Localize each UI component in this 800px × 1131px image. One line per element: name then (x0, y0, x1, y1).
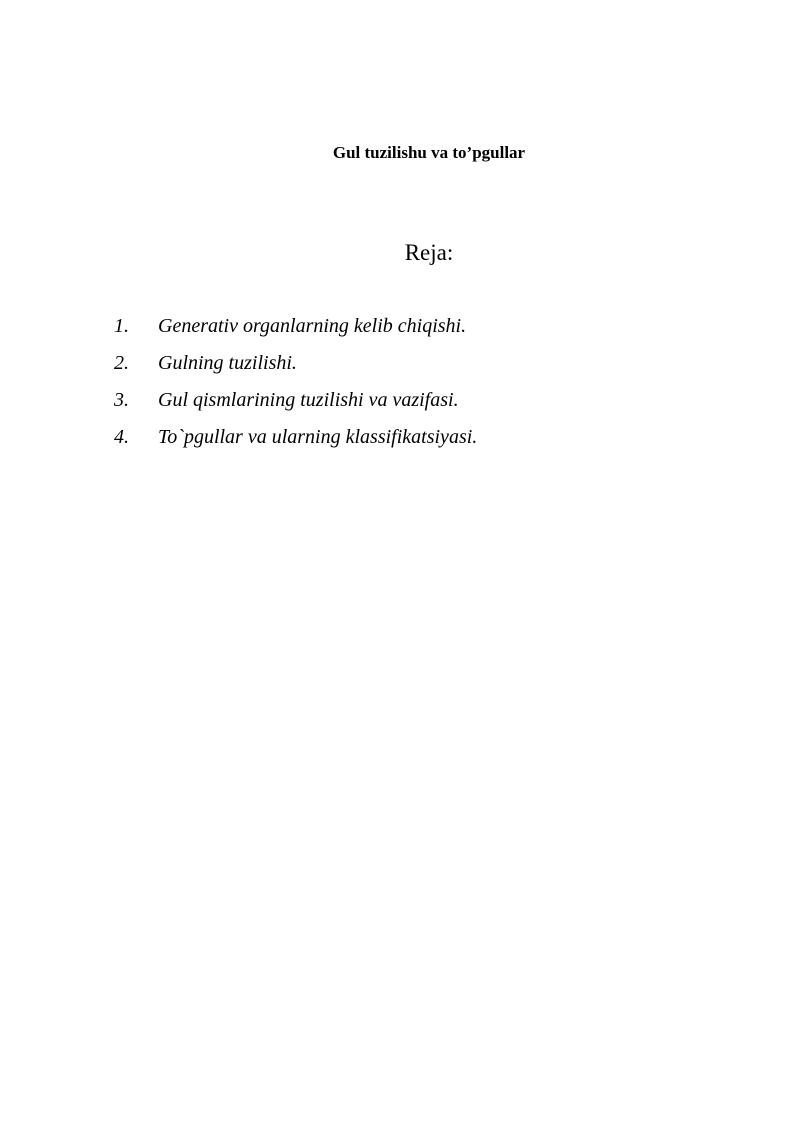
plan-item-number: 2. (114, 352, 129, 374)
plan-item-text: To`pgullar va ularning klassifikatsiyasi. (158, 426, 478, 448)
plan-item-number: 4. (114, 426, 129, 448)
plan-item-number: 3. (114, 389, 129, 411)
plan-item-number: 1. (114, 315, 129, 337)
plan-heading: Reja: (404, 240, 454, 265)
plan-item-text: Generativ organlarning kelib chiqishi. (158, 315, 467, 337)
plan-item-text: Gul qismlarining tuzilishi va vazifasi. (158, 389, 459, 411)
plan-item-text: Gulning tuzilishi. (158, 352, 297, 374)
document-title: Gul tuzilishu va to’pgullar (332, 143, 526, 162)
